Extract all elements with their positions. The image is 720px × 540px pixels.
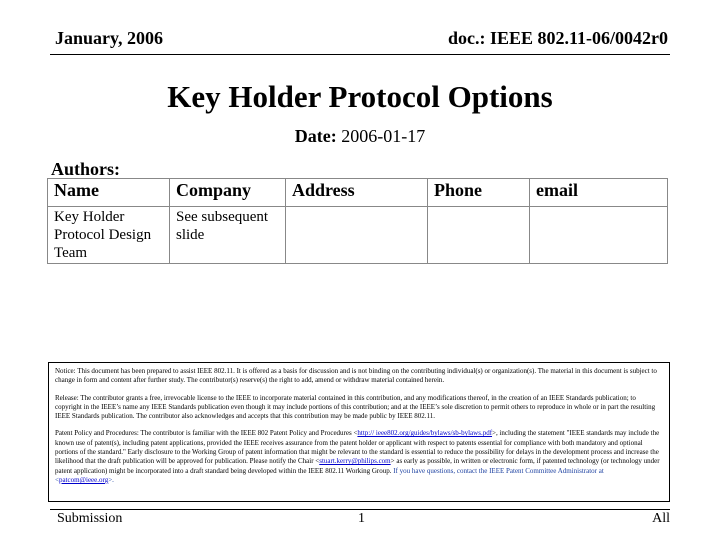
header-divider	[50, 54, 670, 55]
header-date: January, 2006	[55, 28, 164, 48]
cell-email	[530, 207, 668, 264]
footer-divider	[50, 509, 670, 510]
authors-table	[47, 178, 668, 264]
header-doc-number: doc.: IEEE 802.11-06/0042r0	[447, 28, 668, 48]
authors-label: Authors:	[51, 159, 121, 179]
slide-title: Key Holder Protocol Options	[167, 79, 553, 114]
date-label: Date:	[294, 126, 337, 146]
footer-author: All	[652, 511, 670, 526]
col-header-address: Address	[286, 179, 428, 207]
chair-email-link[interactable]: stuart.kerry@philips.com	[319, 457, 391, 466]
col-header-email: email	[530, 179, 668, 207]
patcom-email-link[interactable]: patcom@ieee.org	[58, 475, 109, 484]
release-paragraph: Release: The contributor grants a free, irrevocable license to the IEEE to incorporate material contained in this contribution, and any modifications thereof, in the creation of an IEEE Standards publication; to copyright in the IEEE’s name any IEEE Standards publication even though it may include portions of this contribution; and at the IEEE’s sole discretion to permit others to reproduce in whole or in part the resulting IEEE Standards publication. The contributor also acknowledges and accepts that this contribution may be made public by IEEE 802.11.	[55, 393, 656, 421]
footer-submission: Submission	[57, 511, 123, 526]
patent-text-end: >.	[108, 475, 114, 484]
patent-paragraph	[55, 429, 663, 485]
patent-questions-text: If you have questions, contact the IEEE Patent Committee Administrator at <	[55, 466, 604, 484]
patent-text-b: >, including the statement "IEEE standards may include the known use of patent(s), including patent applications, provided the IEEE receives assurance from the patent holder or applicant with respect to patents essential for compliance with both mandatory and optional portions of the standard." Early disclosure to the Working Group of patent information that might be relevant to the standard is essential to reduce the possibility for delays in the development process and increase the likelihood that the draft publication will be approved for publication. Please notify the Chair <	[55, 429, 660, 466]
patent-text-c: > as early as possible, in written or electronic form, if patented technology (or technology under patent application) might be incorporated into a draft standard being developed within the IEEE 802.11 Working Group.	[55, 457, 660, 475]
date-line	[0, 126, 720, 147]
col-header-phone: Phone	[428, 179, 530, 207]
notice-paragraph: Notice: This document has been prepared to assist IEEE 802.11. It is offered as a basis for discussion and is not binding on the contributing individual(s) or organization(s). The material in this document is subject to change in form and content after further study. The contributor(s) reserve(s) the right to add, amend or withdraw material contained herein.	[55, 367, 657, 385]
cell-phone	[428, 207, 530, 264]
notice-box	[48, 362, 670, 502]
table-header-row	[48, 179, 668, 207]
table-row	[48, 207, 668, 264]
cell-address	[286, 207, 428, 264]
date-value: 2006-01-17	[341, 126, 426, 146]
bylaws-link[interactable]: http:// ieee802.org/guides/bylaws/sb-bylaws.pdf	[357, 429, 493, 438]
footer-page-number: 1	[358, 511, 365, 526]
patent-text-a: Patent Policy and Procedures: The contributor is familiar with the IEEE 802 Patent Policy and Procedures <	[55, 429, 358, 438]
col-header-name: Name	[48, 179, 170, 207]
cell-name: Key Holder Protocol Design Team	[48, 207, 170, 264]
cell-company: See subsequent slide	[170, 207, 286, 264]
col-header-company: Company	[170, 179, 286, 207]
